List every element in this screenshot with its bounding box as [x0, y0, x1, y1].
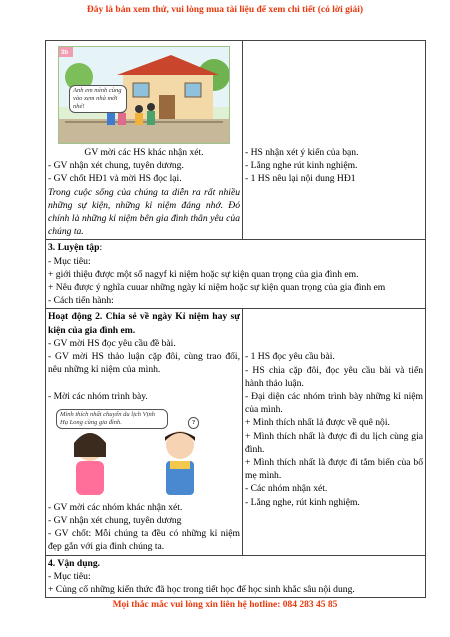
student-line: + Mình thích nhất là được đi du lịch cùng gia đình.: [245, 430, 423, 455]
student-line: - Lắng nghe, rút kinh nghiệm.: [245, 496, 360, 508]
lesson-table: [45, 40, 426, 598]
teacher-line: - GV mời HS đọc yêu cầu đề bài.: [48, 337, 176, 349]
section-3-line: - Mục tiêu:: [48, 255, 91, 267]
section-4-cell: [46, 555, 426, 598]
teacher-cell-1: [46, 41, 243, 240]
teacher-line: GV mời các HS khác nhận xét.: [84, 147, 204, 158]
table-row: [46, 309, 426, 555]
teacher-line: - GV mời HS thảo luận cặp đôi, cùng trao đổi, nêu những kỉ niệm của mình.: [48, 351, 240, 376]
teacher-line: - GV chốt: Mỗi chúng ta đều có những kỉ niệm đẹp gắn với gia đình chúng ta.: [48, 528, 240, 553]
section-3-line: + Nêu được ý nghĩa cuuar những ngày kỉ niệm hoặc sự kiện quan trọng của gia đình em: [48, 282, 386, 294]
teacher-line: - GV nhận xét chung, tuyên dương.: [48, 160, 184, 172]
activity-2-title: Hoạt động 2. Chia sẻ về ngày Kỉ niệm hay sự kiện của gia đình em.: [48, 311, 240, 336]
house-illustration: [58, 46, 230, 144]
children-illustration: [52, 405, 220, 499]
table-row: [46, 555, 426, 598]
teacher-cell-2: [46, 309, 243, 555]
teacher-summary: Trong cuộc sống của chúng ta diễn ra rất nhiều những sự kiện, những kỉ niệm đáng nhớ. Đó chính là những kỉ niệm bên gia đình thân yêu của chúng ta.: [48, 186, 240, 238]
section-3-line: + giới thiệu được một số nagyf kỉ niệm hoặc sự kiện quan trọng của gia đình em.: [48, 268, 359, 280]
section-3-line: - Cách tiến hành:: [48, 295, 114, 307]
student-line: - HS chia cặp đôi, đọc yêu cầu bài và tiến hành thảo luận.: [245, 364, 423, 389]
student-line: - Đại diện các nhóm trình bày những kỉ niệm của mình.: [245, 391, 423, 416]
student-line: - 1 HS nêu lại nội dung HĐ1: [245, 173, 356, 185]
section-3-title: 3. Luyện tập: [48, 242, 100, 254]
speech-bubble: Anh em mình cùng vào xem nhà mới nhé!: [69, 85, 127, 113]
preview-notice: Đây là bản xem thử, vui lòng mua tài liệu để xem chi tiết (có lời giải): [86, 5, 364, 15]
student-cell-1: [243, 41, 426, 240]
student-line: - HS nhận xét ý kiến của bạn.: [245, 147, 359, 158]
teacher-line: - GV chốt HĐ1 và mời HS đọc lại.: [48, 173, 182, 185]
teacher-line: - GV nhận xét chung, tuyên dương: [48, 515, 182, 527]
table-row: [46, 41, 426, 240]
student-line: + Mình thích nhất lả được về quê nội.: [245, 417, 390, 429]
student-line: - 1 HS đọc yêu cầu bài.: [245, 351, 335, 363]
speech-bubble: Mình thích nhất chuyến du lịch Vịnh Hạ Long cùng gia đình.: [56, 409, 168, 429]
teacher-line: - Mời các nhóm trình bày.: [48, 390, 148, 402]
page-label: 3b: [61, 50, 69, 56]
section-4-title: 4. Vận dụng.: [48, 557, 101, 569]
section-3-cell: [46, 240, 426, 309]
student-line: + Mình thích nhất là được đi tắm biển cùa bố mẹ mình.: [245, 457, 423, 482]
section-4-line: + Củng cố những kiến thức đã học trong tiết học để học sinh khắc sâu nội dung.: [48, 584, 355, 596]
section-4-line: - Mục tiêu:: [48, 570, 91, 582]
student-line: - Lắng nghe rút kinh nghiệm.: [245, 160, 358, 172]
question-bubble: ?: [188, 417, 199, 429]
student-cell-2: [243, 309, 426, 555]
hotline-notice: Mọi thắc mắc vui lòng xin liên hệ hotline: 084 283 45 85: [112, 600, 338, 610]
section-3-title-suffix: :: [99, 242, 103, 254]
teacher-line: - GV mời các nhóm khác nhận xét.: [48, 501, 183, 513]
table-row: [46, 240, 426, 309]
student-line: - Các nhóm nhận xét.: [245, 483, 328, 495]
